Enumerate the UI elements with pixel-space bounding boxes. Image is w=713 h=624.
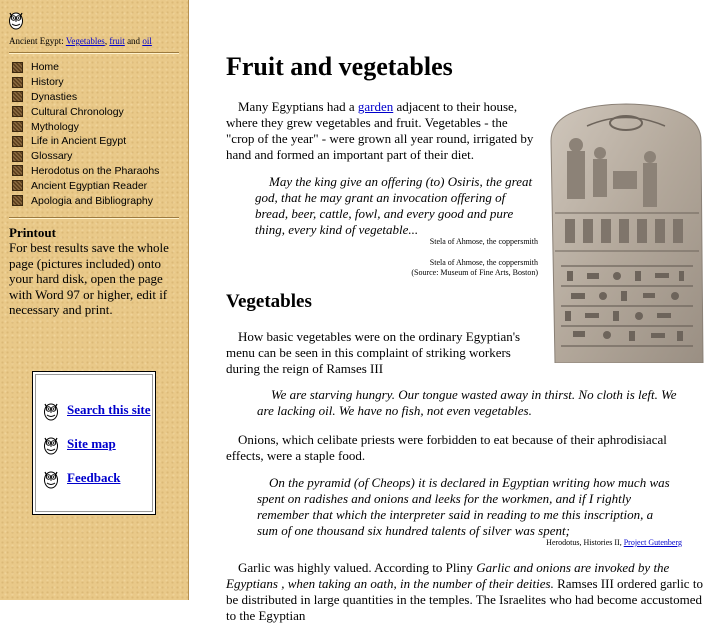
quote-herodotus: On the pyramid (of Cheops) it is declared in Egyptian writing how much was spent on radishes and onions and leeks for the workmen, and if I rightly remember that which the interpreter said in reading to me this inscription, a sum of one thousand six hundred talents of silver was spent; [257, 475, 670, 538]
nav-item-label: History [31, 76, 64, 89]
nav-bullet-icon [12, 77, 23, 88]
nav-bullet-icon [12, 151, 23, 162]
nav-item-label: Glossary [31, 150, 73, 163]
breadcrumb-separator: , [104, 36, 110, 46]
nav-bullet-icon [12, 180, 23, 191]
sidebar-nav [12, 60, 159, 208]
nav-item-history[interactable] [12, 75, 159, 90]
site-tools-panel [32, 371, 156, 515]
printout-text: For best results save the whole page (pictures included) onto your hard disk, open the page with Word 97 or higher, edit if necessary and print. [9, 240, 169, 318]
nav-item-reader[interactable] [12, 178, 159, 193]
site-map-link[interactable]: Site map [67, 436, 116, 451]
breadcrumb-link-fruit[interactable]: fruit [109, 36, 125, 46]
garlic-paragraph [226, 560, 709, 624]
nav-item-label: Ancient Egyptian Reader [31, 179, 148, 192]
nav-bullet-icon [12, 195, 23, 206]
divider [9, 52, 179, 54]
quote-stela: May the king give an offering (to) Osiris, the great god, that he may grant an invocation offering of bread, beer, cattle, fowl, and every good and pure thing, every kind of vegetable... [255, 174, 533, 237]
nav-item-dynasties[interactable] [12, 90, 159, 105]
nav-item-label: Life in Ancient Egypt [31, 135, 127, 148]
nav-bullet-icon [12, 121, 23, 132]
nav-item-cultural-chronology[interactable] [12, 104, 159, 119]
search-item [43, 399, 151, 421]
stela-image [547, 101, 705, 363]
garlic-text-after: Ramses III ordered garlic to be distributed in large quantities in the temples. The Israelites who had become accustomed to the Egyptian [226, 576, 703, 623]
nav-bullet-icon [12, 62, 23, 73]
nav-item-herodotus[interactable] [12, 164, 159, 179]
nav-item-home[interactable] [12, 60, 159, 75]
intro-text-before: Many Egyptians had a [238, 99, 358, 114]
nav-item-glossary[interactable] [12, 149, 159, 164]
owl-logo-icon[interactable] [8, 8, 24, 30]
nav-bullet-icon [12, 106, 23, 117]
owl-icon [43, 433, 59, 455]
search-this-site-link[interactable]: Search this site [67, 402, 151, 417]
onions-paragraph: Onions, which celibate priests were forbidden to eat because of their aphrodisiacal effects, were a staple food. [226, 432, 667, 463]
nav-item-label: Mythology [31, 120, 79, 133]
divider [9, 217, 179, 219]
nav-item-apologia[interactable] [12, 193, 159, 208]
breadcrumb [9, 36, 152, 46]
garlic-text-before: Garlic was highly valued. According to Pliny [238, 560, 477, 575]
breadcrumb-link-oil[interactable]: oil [142, 36, 152, 46]
stela-caption-line-2: (Source: Museum of Fine Arts, Boston) [411, 268, 538, 277]
nav-item-life-in-ancient-egypt[interactable] [12, 134, 159, 149]
pliny-quote: Garlic and onions are invoked by the Egyptians , when taking an oath, in the number of their deities. [226, 560, 670, 591]
intro-text-after: adjacent to their house, where they grew vegetables and fruit. Vegetables - the "crop of the year" - were grown all year round, irrigated by hand and formed an important part of their diet. [226, 99, 534, 162]
garden-link[interactable]: garden [357, 99, 394, 114]
stela-caption-line-1: Stela of Ahmose, the coppersmith [429, 258, 538, 267]
printout-heading: Printout [9, 225, 56, 240]
stela-caption [340, 258, 538, 278]
intro-paragraph [226, 99, 539, 163]
quote-workers: We are starving hungry. Our tongue wasted away in thirst. No cloth is left. We are lacking oil. We have no fish, not even vegetables. [257, 387, 677, 418]
herodotus-citation-text: Herodotus, Histories II, [546, 538, 624, 547]
breadcrumb-and: and [124, 36, 143, 46]
feedback-item [43, 467, 120, 489]
nav-bullet-icon [12, 91, 23, 102]
quote-herodotus-citation [430, 538, 682, 548]
nav-item-mythology[interactable] [12, 119, 159, 134]
quote-stela-citation: Stela of Ahmose, the coppersmith [429, 237, 538, 246]
nav-bullet-icon [12, 136, 23, 147]
page-title: Fruit and vegetables [226, 52, 453, 81]
vegetables-paragraph: How basic vegetables were on the ordinary Egyptian's menu can be seen in this complaint of striking workers during the reign of Ramses III [226, 329, 521, 376]
owl-icon [43, 399, 59, 421]
sidebar [0, 0, 189, 600]
owl-icon [43, 467, 59, 489]
nav-bullet-icon [12, 165, 23, 176]
breadcrumb-link-vegetables[interactable]: Vegetables [65, 36, 105, 46]
nav-item-label: Herodotus on the Pharaohs [31, 164, 160, 177]
section-heading-vegetables: Vegetables [226, 291, 312, 312]
breadcrumb-prefix: Ancient Egypt: [9, 36, 66, 46]
site-map-item [43, 433, 116, 455]
nav-item-label: Cultural Chronology [31, 105, 124, 118]
project-gutenberg-link[interactable]: Project Gutenberg [623, 538, 682, 547]
nav-item-label: Dynasties [31, 90, 78, 103]
nav-item-label: Apologia and Bibliography [31, 194, 154, 207]
nav-item-label: Home [31, 61, 60, 74]
feedback-link[interactable]: Feedback [67, 470, 121, 485]
